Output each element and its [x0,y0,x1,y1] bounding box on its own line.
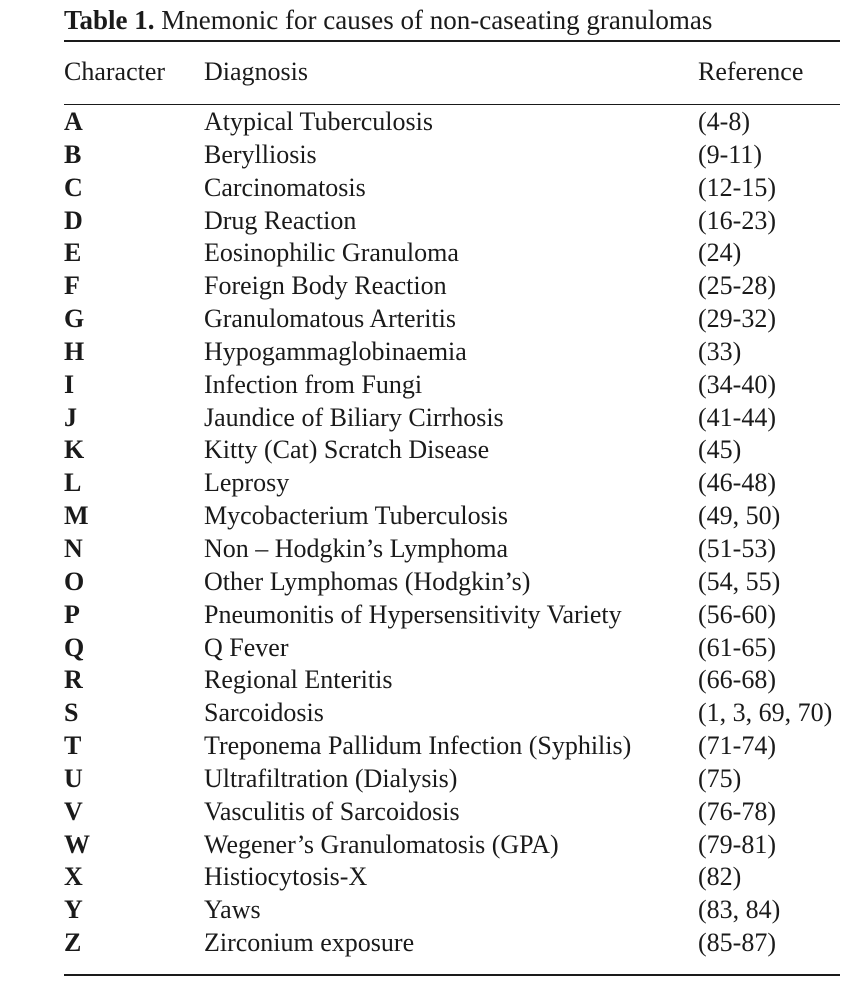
table-row [0,632,858,665]
row-character: I [64,369,75,399]
row-diagnosis: Treponema Pallidum Infection (Syphilis) [204,731,632,761]
table-row [0,467,858,500]
row-reference: (34-40) [698,369,776,399]
row-diagnosis: Regional Enteritis [204,665,393,695]
row-character: R [64,665,83,695]
table-row [0,533,858,566]
row-character: E [64,238,82,268]
row-character: K [64,435,85,465]
row-character: X [64,862,83,892]
row-character: H [64,336,85,366]
row-diagnosis: Granulomatous Arteritis [204,304,457,334]
row-reference: (82) [698,862,742,892]
row-character: U [64,763,83,793]
row-diagnosis: Histiocytosis-X [204,862,368,892]
row-diagnosis: Yaws [204,895,261,925]
bottom-rule [64,974,840,976]
row-character: P [64,599,80,629]
row-reference: (76-78) [698,796,776,826]
row-reference: (85-87) [698,928,776,958]
row-character: G [64,304,85,334]
row-reference: (16-23) [698,205,776,235]
table-row [0,599,858,632]
table-row [0,566,858,599]
table-row [0,205,858,238]
table-row [0,106,858,139]
row-character: T [64,731,82,761]
row-diagnosis: Wegener’s Granulomatosis (GPA) [204,829,559,859]
table-row [0,500,858,533]
header-character: Character [64,57,166,86]
row-reference: (56-60) [698,599,776,629]
row-reference: (54, 55) [698,566,781,596]
row-character: S [64,698,79,728]
row-diagnosis: Sarcoidosis [204,698,324,728]
row-character: Y [64,895,83,925]
row-reference: (83, 84) [698,895,781,925]
row-reference: (41-44) [698,402,776,432]
table-row [0,664,858,697]
row-reference: (9-11) [698,139,763,169]
row-diagnosis: Kitty (Cat) Scratch Disease [204,435,490,465]
row-character: V [64,796,83,826]
table-row [0,763,858,796]
row-reference: (46-48) [698,468,776,498]
row-diagnosis: Drug Reaction [204,205,357,235]
table-row [0,697,858,730]
top-rule [64,40,840,42]
row-reference: (79-81) [698,829,776,859]
row-diagnosis: Ultrafiltration (Dialysis) [204,763,458,793]
row-diagnosis: Infection from Fungi [204,369,423,399]
row-reference: (51-53) [698,533,776,563]
row-reference: (33) [698,336,742,366]
row-reference: (45) [698,435,742,465]
row-diagnosis: Jaundice of Biliary Cirrhosis [204,402,504,432]
row-character: N [64,533,83,563]
row-reference: (29-32) [698,304,776,334]
table-row [0,829,858,862]
table-body [0,106,858,960]
row-character: C [64,172,83,202]
row-diagnosis: Eosinophilic Granuloma [204,238,459,268]
table-row [0,237,858,270]
table-caption [64,4,854,36]
row-diagnosis: Berylliosis [204,139,317,169]
table-row [0,303,858,336]
row-diagnosis: Hypogammaglobinaemia [204,336,467,366]
table-row [0,336,858,369]
row-reference: (49, 50) [698,501,781,531]
caption-text: Mnemonic for causes of non-caseating granulomas [154,5,713,35]
table-row [0,796,858,829]
row-reference: (24) [698,238,742,268]
table-row [0,402,858,435]
table-header-row [0,52,858,92]
row-reference: (61-65) [698,632,776,662]
row-reference: (71-74) [698,731,776,761]
row-diagnosis: Carcinomatosis [204,172,366,202]
row-character: L [64,468,82,498]
row-reference: (4-8) [698,107,750,136]
row-character: Q [64,632,85,662]
header-reference: Reference [698,57,804,86]
header-rule [64,104,840,105]
row-character: O [64,566,85,596]
row-character: F [64,271,80,301]
table-row [0,894,858,927]
row-character: B [64,139,82,169]
row-character: A [64,107,83,136]
table-row [0,369,858,402]
table-row [0,270,858,303]
row-diagnosis: Pneumonitis of Hypersensitivity Variety [204,599,622,629]
row-diagnosis: Leprosy [204,468,290,498]
table-row [0,172,858,205]
row-reference: (25-28) [698,271,776,301]
row-character: W [64,829,90,859]
row-diagnosis: Atypical Tuberculosis [204,107,433,136]
table-row [0,927,858,960]
row-diagnosis: Mycobacterium Tuberculosis [204,501,509,531]
table-row [0,139,858,172]
row-diagnosis: Vasculitis of Sarcoidosis [204,796,460,826]
row-reference: (1, 3, 69, 70) [698,698,833,728]
table-row [0,861,858,894]
table-row [0,730,858,763]
row-reference: (66-68) [698,665,776,695]
row-character: D [64,205,83,235]
row-character: Z [64,928,82,958]
header-diagnosis: Diagnosis [204,57,308,86]
row-character: M [64,501,89,531]
caption-label: Table 1. [64,5,155,35]
row-reference: (75) [698,763,742,793]
row-character: J [64,402,77,432]
row-diagnosis: Other Lymphomas (Hodgkin’s) [204,566,531,596]
row-reference: (12-15) [698,172,776,202]
row-diagnosis: Foreign Body Reaction [204,271,447,301]
row-diagnosis: Non – Hodgkin’s Lymphoma [204,533,509,563]
row-diagnosis: Q Fever [204,632,289,662]
table-row [0,434,858,467]
row-diagnosis: Zirconium exposure [204,928,415,958]
